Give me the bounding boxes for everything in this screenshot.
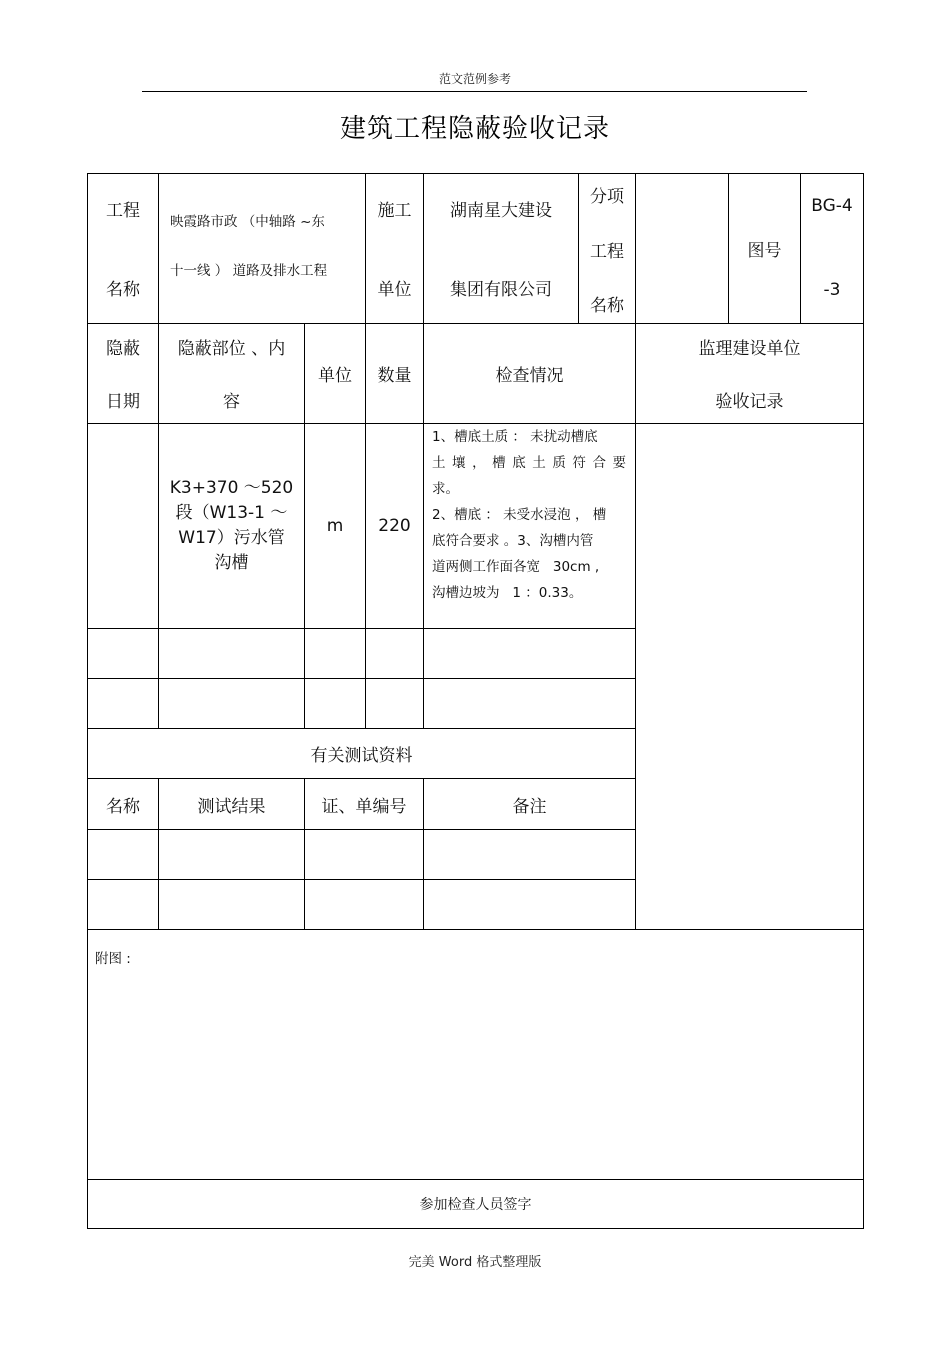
supervisor-label-line2: 验收记录 <box>715 392 784 412</box>
inspection-line: 沟槽边坡为 1 ：0.33。 <box>432 585 583 601</box>
drawing-no-value-line1: BG-4 <box>811 196 853 216</box>
project-name-value-line2: 十一线 ） 道路及排水工程 <box>170 263 328 279</box>
record-date <box>88 424 158 628</box>
record-part <box>159 424 304 628</box>
hidden-part-label-line1: 隐蔽部位 、内 <box>177 339 286 359</box>
footer-note: 完美 Word 格式整理版 <box>408 1255 542 1270</box>
sub-project-label-line1: 分项 <box>590 187 624 207</box>
hidden-date-label-line2: 日期 <box>106 392 140 412</box>
row-divider <box>87 628 636 629</box>
header-note: 范文范例参考 <box>438 72 511 86</box>
col-divider <box>635 323 636 929</box>
record-part-line3: W17）污水管 <box>178 528 285 548</box>
record-unit: m <box>326 516 344 536</box>
project-name-value-line1: 映霞路市政 （中轴路 ~东 <box>170 214 325 230</box>
inspection-line: 求。 <box>432 481 459 497</box>
contractor-label-line2: 单位 <box>377 280 412 300</box>
hidden-date-label <box>88 333 158 413</box>
record-part-line4: 沟槽 <box>214 553 249 573</box>
drawing-no-value-line2: -3 <box>823 280 841 300</box>
record-quantity: 220 <box>378 516 411 536</box>
col-divider <box>158 173 159 323</box>
drawing-no-value <box>801 196 863 300</box>
unit-label: 单位 <box>318 366 352 386</box>
attachment-label: 附图 : <box>95 951 131 967</box>
hidden-part-label-line2: 容 <box>223 392 240 412</box>
project-name-label-line2: 名称 <box>106 280 140 300</box>
page-title: 建筑工程隐蔽验收记录 <box>339 114 610 144</box>
table-border-bottom <box>87 1228 864 1229</box>
sub-project-label-line2: 工程 <box>590 241 624 262</box>
row-divider <box>87 929 864 930</box>
sub-project-value <box>636 174 728 323</box>
project-name-value <box>170 210 360 283</box>
contractor-value <box>424 196 578 300</box>
drawing-no-label: 图号 <box>747 241 782 261</box>
test-header-name: 名称 <box>106 796 140 817</box>
contractor-value-line1: 湖南星大建设 <box>450 201 552 221</box>
signature-label: 参加检查人员签字 <box>419 1197 532 1213</box>
inspection-line: 1、槽底土质 ： 未扰动槽底 <box>432 429 598 445</box>
row-divider <box>87 678 636 679</box>
inspection-line: 2、槽底 ： 未受水浸泡 ， 槽 <box>432 507 607 523</box>
test-header-cert-no: 证、单编号 <box>321 796 407 817</box>
test-header-remark: 备注 <box>512 796 547 817</box>
supervisor-label-line1: 监理建设单位 <box>698 339 801 359</box>
inspection-line: 底符合要求 。3、沟槽内管 <box>432 533 594 549</box>
contractor-label-line1: 施工 <box>377 201 412 221</box>
record-part-line2: 段（W13-1 ～ <box>175 503 288 523</box>
record-part-line1: K3+370 ～520 <box>169 478 294 498</box>
sub-project-label-line3: 名称 <box>590 296 624 316</box>
hidden-part-label <box>159 333 304 413</box>
row-divider <box>87 829 636 830</box>
contractor-value-line2: 集团有限公司 <box>450 280 552 300</box>
test-header-result: 测试结果 <box>197 796 266 817</box>
sub-project-label <box>579 182 635 316</box>
inspection-line: 土 壤 ， 槽 底 土 质 符 合 要 <box>432 455 626 471</box>
row-divider <box>87 879 636 880</box>
contractor-label <box>366 196 423 300</box>
hidden-date-label-line1: 隐蔽 <box>106 339 140 359</box>
quantity-label: 数量 <box>377 366 412 386</box>
table-border-left <box>87 173 88 1229</box>
inspection-label: 检查情况 <box>495 366 564 386</box>
table-border-right <box>863 173 864 1229</box>
inspection-line: 道两侧工作面各宽 30cm , <box>432 559 600 575</box>
record-inspection <box>432 424 626 606</box>
project-name-label <box>88 196 158 300</box>
project-name-label-line1: 工程 <box>106 201 140 221</box>
test-section-title: 有关测试资料 <box>310 746 413 766</box>
header-rule <box>142 91 807 92</box>
supervisor-label <box>636 333 863 413</box>
